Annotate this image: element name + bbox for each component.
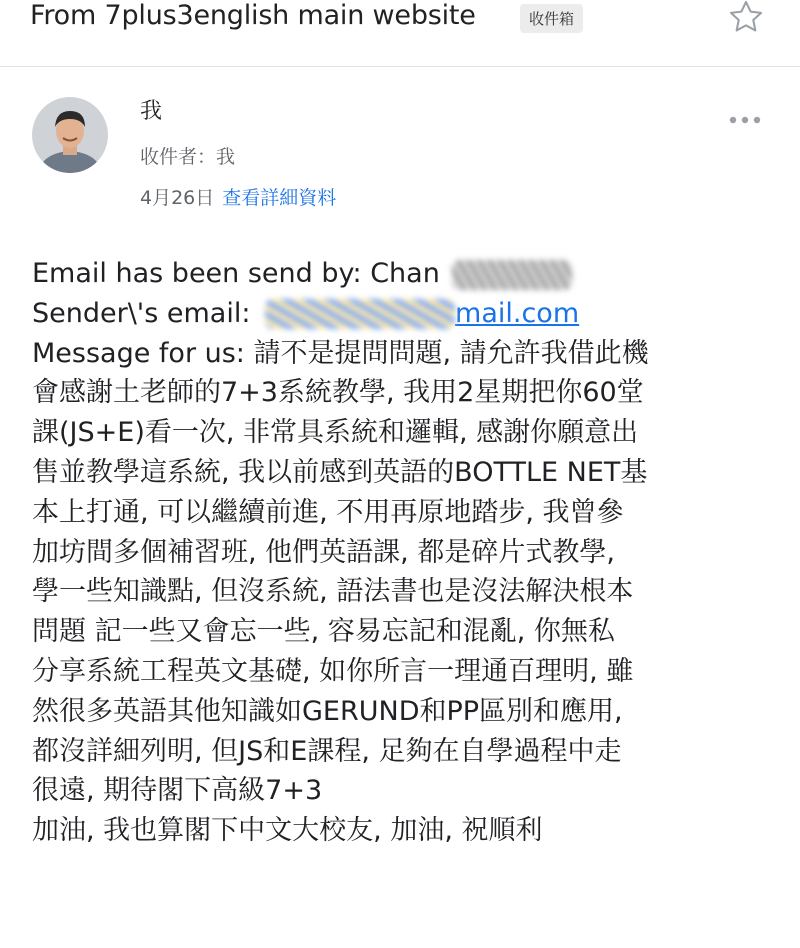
- body-line-email: [32, 294, 772, 334]
- body-line: 售並教學這系統, 我以前感到英語的BOTTLE NET基: [32, 456, 648, 488]
- sender-text: Email has been send by: Chan: [32, 258, 449, 289]
- body-line: 很遠, 期待閣下高級7+3: [32, 775, 323, 807]
- body-line: 然很多英語其他知識如GERUND和PP區別和應用,: [32, 695, 623, 727]
- body-line: 問題 記一些又會忘一些, 容易忘記和混亂, 你無私: [32, 616, 615, 648]
- body-line: 加油, 我也算閣下中文大校友, 加油, 祝順利: [32, 815, 543, 847]
- body-line: 都沒詳細列明, 但JS和E課程, 足夠在自學過程中走: [32, 735, 622, 767]
- body-line: 本上打通, 可以繼續前進, 不用再原地踏步, 我曾參: [32, 496, 624, 528]
- recipient-line: 收件者：我: [140, 146, 236, 168]
- email-prefix-text: Sender\'s email:: [32, 297, 260, 329]
- more-horizontal-icon[interactable]: [727, 112, 763, 128]
- body-line: 分享系統工程英文基礎, 如你所言一理通百理明, 雖: [32, 655, 634, 687]
- email-body: [32, 254, 772, 851]
- message-date: 4月26日: [140, 187, 215, 209]
- star-outline-icon[interactable]: [727, 0, 765, 36]
- email-header: [0, 0, 800, 67]
- body-line: 學一些知識點, 但沒系統, 語法書也是沒法解決根本: [32, 576, 634, 608]
- user-avatar[interactable]: [32, 97, 108, 173]
- redacted-name: [452, 260, 572, 290]
- body-line-sender: [32, 254, 772, 294]
- inbox-label-chip[interactable]: 收件箱: [520, 4, 583, 33]
- email-subject: From 7plus3english main website: [30, 0, 476, 31]
- sender-name: 我: [140, 99, 163, 124]
- body-line: 課(JS+E)看一次, 非常具系統和邏輯, 感謝你願意出: [32, 417, 639, 449]
- redacted-email: [265, 299, 455, 329]
- view-details-link[interactable]: 查看詳細資料: [222, 187, 337, 209]
- body-line: 會感謝土老師的7+3系統教學, 我用2星期把你60堂: [32, 377, 644, 409]
- sender-email-link[interactable]: mail.com: [455, 297, 580, 329]
- date-row: [140, 183, 336, 210]
- body-line: 加坊間多個補習班, 他們英語課, 都是碎片式教學,: [32, 536, 615, 568]
- body-line: Message for us: 請不是提問問題, 請允許我借此機: [32, 337, 649, 369]
